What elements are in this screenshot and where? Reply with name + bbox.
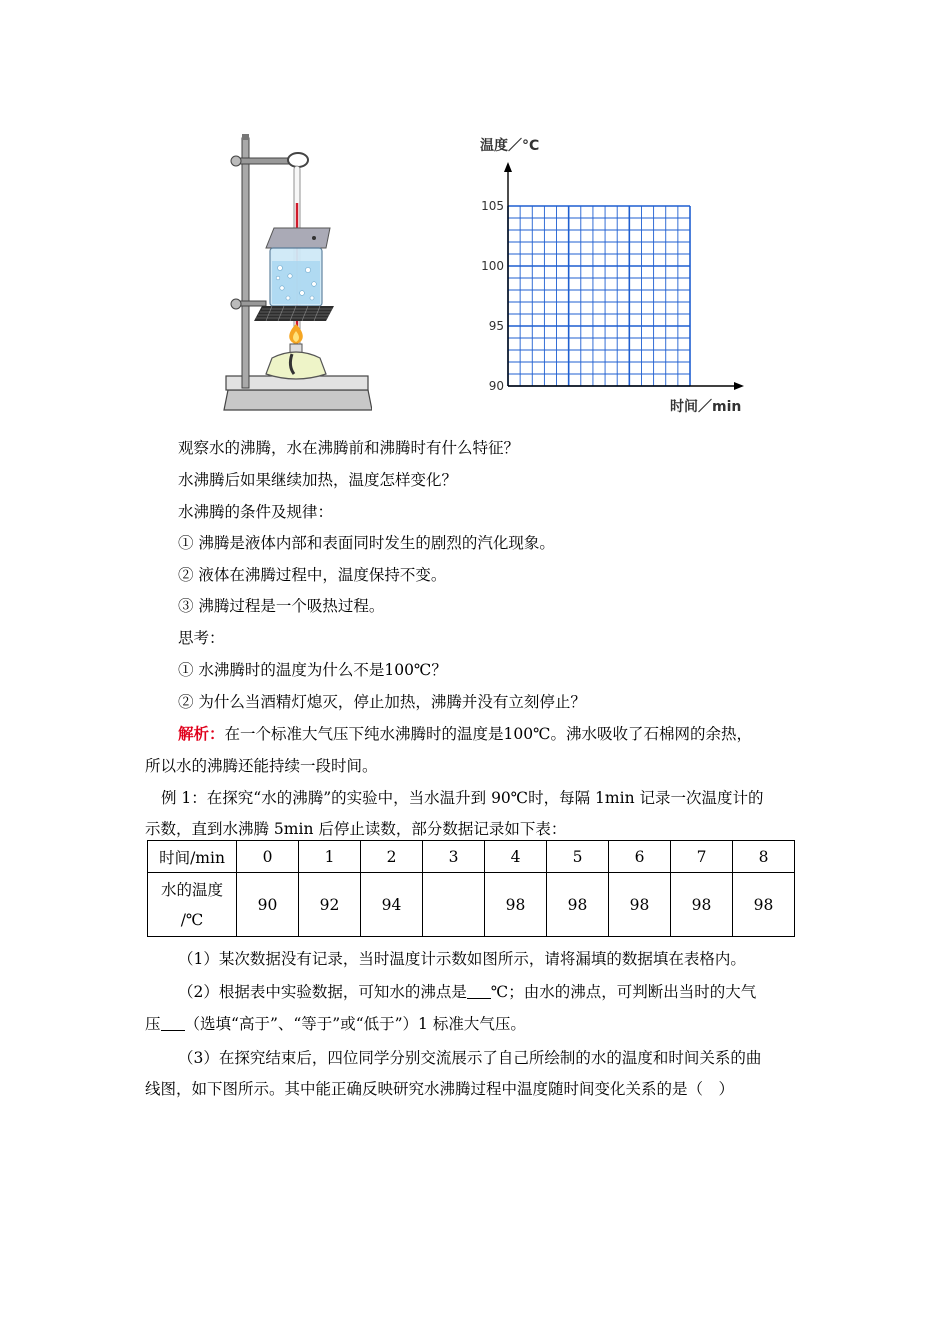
paragraph-rule-3: ③ 沸腾过程是一个吸热过程。	[178, 597, 385, 615]
example-line-1: 例 1：在探究“水的沸腾”的实验中，当水温升到 90℃时，每隔 1min 记录一次温度计的	[161, 789, 764, 807]
table-cell: 4	[485, 841, 547, 873]
question-3-line-1: （3）在探究结束后，四位同学分别交流展示了自己所绘制的水的温度和时间关系的曲	[178, 1049, 762, 1067]
question-2-text-b: ℃；由水的沸点，可判断出当时的大气	[490, 983, 757, 1001]
table-cell: 1	[299, 841, 361, 873]
question-2-line-2	[145, 1008, 805, 1040]
question-2-text-d: （选填“高于”、“等于”或“低于”）1 标准大气压。	[184, 1015, 526, 1033]
table-cell: 90	[237, 873, 299, 937]
y-tick-label: 105	[481, 199, 504, 213]
paragraph-think: 思考：	[178, 629, 225, 647]
table-row-temperature	[148, 873, 795, 937]
y-tick-label: 100	[481, 259, 504, 273]
y-axis-arrow	[504, 162, 512, 172]
data-table	[147, 840, 795, 937]
table-header-time: 时间/min	[148, 841, 237, 873]
analysis-text-1: 在一个标准大气压下纯水沸腾时的温度是100℃。沸水吸收了石棉网的余热，	[224, 725, 752, 743]
table-cell: 98	[485, 873, 547, 937]
paragraph-observe: 观察水的沸腾，水在沸腾前和沸腾时有什么特征？	[178, 439, 520, 457]
table-cell: 92	[299, 873, 361, 937]
table-cell: 98	[609, 873, 671, 937]
analysis-label: 解析：	[178, 724, 225, 743]
table-cell-missing[interactable]	[423, 873, 485, 937]
pressure-blank[interactable]	[161, 1014, 185, 1031]
table-cell: 7	[671, 841, 733, 873]
y-axis-label: 温度／°C	[480, 138, 540, 154]
paragraph-rule-2: ② 液体在沸腾过程中，温度保持不变。	[178, 566, 447, 584]
table-header-temp-label: 水的温度	[160, 880, 223, 899]
table-cell: 98	[671, 873, 733, 937]
y-tick-label: 90	[488, 379, 504, 393]
example-line-2: 示数，直到水沸腾 5min 后停止读数，部分数据记录如下表：	[145, 820, 567, 838]
question-2-text-c: 压	[145, 1015, 161, 1033]
table-cell: 2	[361, 841, 423, 873]
table-cell: 98	[547, 873, 609, 937]
question-2-text-a: （2）根据表中实验数据，可知水的沸点是	[178, 983, 467, 1001]
x-axis-arrow	[734, 382, 744, 390]
paragraph-think-1: ① 水沸腾时的温度为什么不是100℃？	[178, 661, 447, 679]
table-cell: 0	[237, 841, 299, 873]
table-cell: 3	[423, 841, 485, 873]
paragraph-rule-1: ① 沸腾是液体内部和表面同时发生的剧烈的汽化现象。	[178, 534, 555, 552]
question-2-line-1	[145, 976, 838, 1008]
paragraph-continue-heating: 水沸腾后如果继续加热，温度怎样变化？	[178, 471, 458, 489]
x-axis-label: 时间／min	[670, 399, 742, 415]
table-cell: 98	[733, 873, 795, 937]
table-row-time	[148, 841, 795, 873]
temperature-time-grid-chart	[470, 128, 760, 423]
analysis-line-2: 所以水的沸腾还能持续一段时间。	[145, 757, 378, 775]
y-tick-label: 95	[488, 319, 504, 333]
table-cell: 8	[733, 841, 795, 873]
question-1: （1）某次数据没有记录，当时温度计示数如图所示，请将漏填的数据填在表格内。	[178, 950, 746, 968]
boiling-apparatus-illustration	[222, 128, 372, 413]
table-cell: 5	[547, 841, 609, 873]
table-cell: 6	[609, 841, 671, 873]
table-cell: 94	[361, 873, 423, 937]
table-header-temp-unit: /℃	[180, 910, 204, 929]
analysis-line-1	[145, 718, 838, 750]
table-header-temperature	[148, 873, 237, 937]
question-3-line-2: 线图，如下图所示。其中能正确反映研究水沸腾过程中温度随时间变化关系的是（ ）	[145, 1080, 735, 1098]
chart-grid	[508, 206, 690, 386]
boiling-point-blank[interactable]	[467, 982, 491, 999]
paragraph-think-2: ② 为什么当酒精灯熄灭，停止加热，沸腾并没有立刻停止？	[178, 693, 586, 711]
paragraph-conditions: 水沸腾的条件及规律：	[178, 503, 334, 521]
